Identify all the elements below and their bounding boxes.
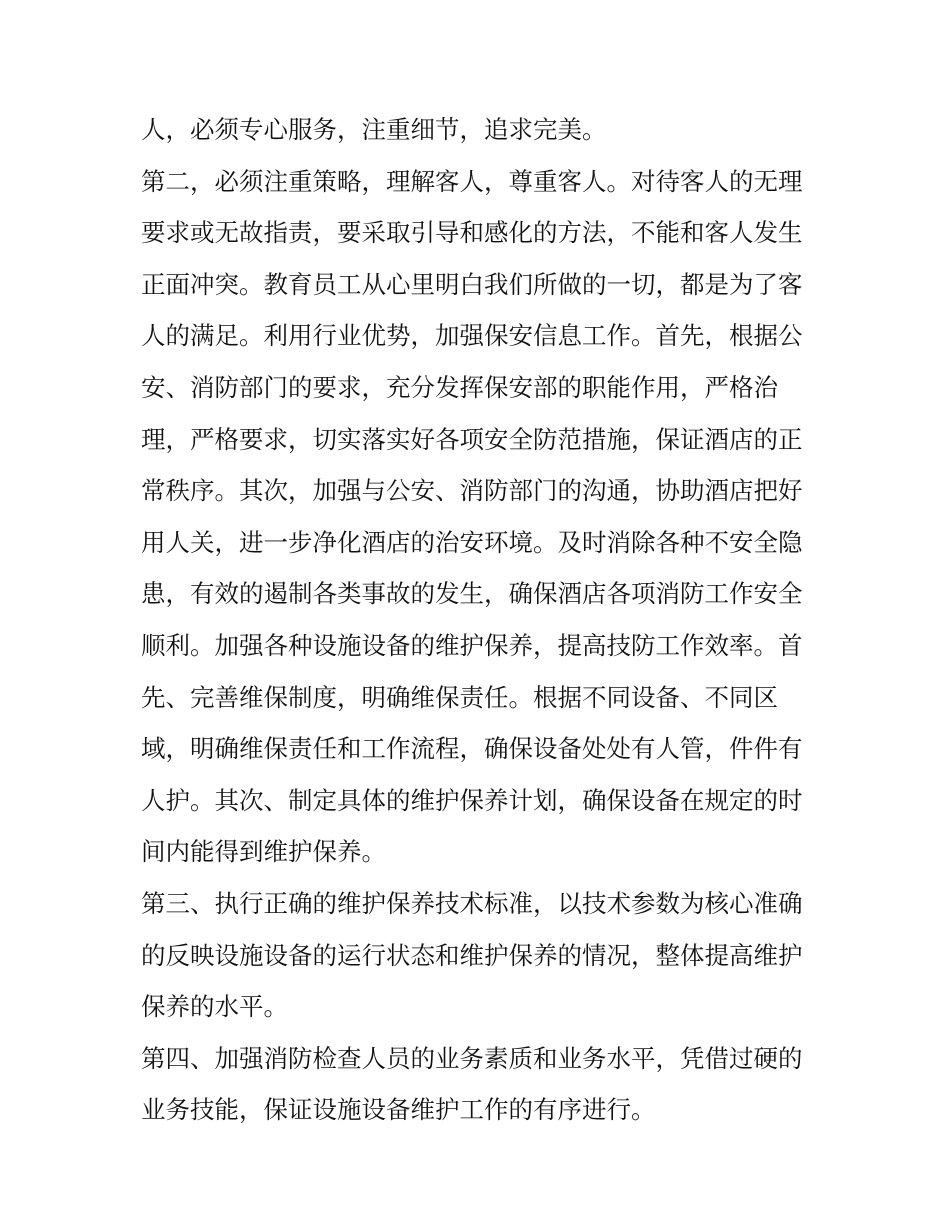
text-line: 人，必须专心服务，注重细节，追求完美。 — [141, 115, 607, 144]
text-line: 第三、执行正确的维护保养技术标准，以技术参数为核心准确 — [141, 888, 803, 918]
text-line: 人护。其次、制定具体的维护保养计划，确保设备在规定的时 — [141, 785, 803, 815]
text-line: 的反映设施设备的运行状态和维护保养的情况，整体提高维护 — [141, 940, 803, 970]
document-body — [141, 104, 821, 1136]
text-line: 理，严格要求，切实落实好各项安全防范措施，保证酒店的正 — [141, 424, 803, 454]
text-line: 常秩序。其次，加强与公安、消防部门的沟通，协助酒店把好 — [141, 476, 803, 506]
text-line: 正面冲突。教育员工从心里明白我们所做的一切，都是为了客 — [141, 269, 803, 299]
text-line: 顺利。加强各种设施设备的维护保养，提高技防工作效率。首 — [141, 630, 803, 660]
text-line: 人的满足。利用行业优势，加强保安信息工作。首先，根据公 — [141, 321, 803, 351]
text-line: 用人关，进一步净化酒店的治安环境。及时消除各种不安全隐 — [141, 527, 803, 557]
text-line: 先、完善维保制度，明确维保责任。根据不同设备、不同区 — [141, 682, 778, 712]
text-line: 要求或无故指责，要采取引导和感化的方法，不能和客人发生 — [141, 218, 803, 248]
text-line: 第四、加强消防检查人员的业务素质和业务水平，凭借过硬的 — [141, 1043, 803, 1073]
text-line: 保养的水平。 — [141, 992, 288, 1022]
text-line: 业务技能，保证设施设备维护工作的有序进行。 — [141, 1095, 656, 1125]
text-line: 间内能得到维护保养。 — [141, 837, 386, 867]
text-line: 安、消防部门的要求，充分发挥保安部的职能作用，严格治 — [141, 372, 778, 402]
text-line: 第二，必须注重策略，理解客人，尊重客人。对待客人的无理 — [141, 166, 803, 196]
text-line: 域，明确维保责任和工作流程，确保设备处处有人管，件件有 — [141, 734, 803, 764]
text-line: 患，有效的遏制各类事故的发生，确保酒店各项消防工作安全 — [141, 579, 803, 609]
